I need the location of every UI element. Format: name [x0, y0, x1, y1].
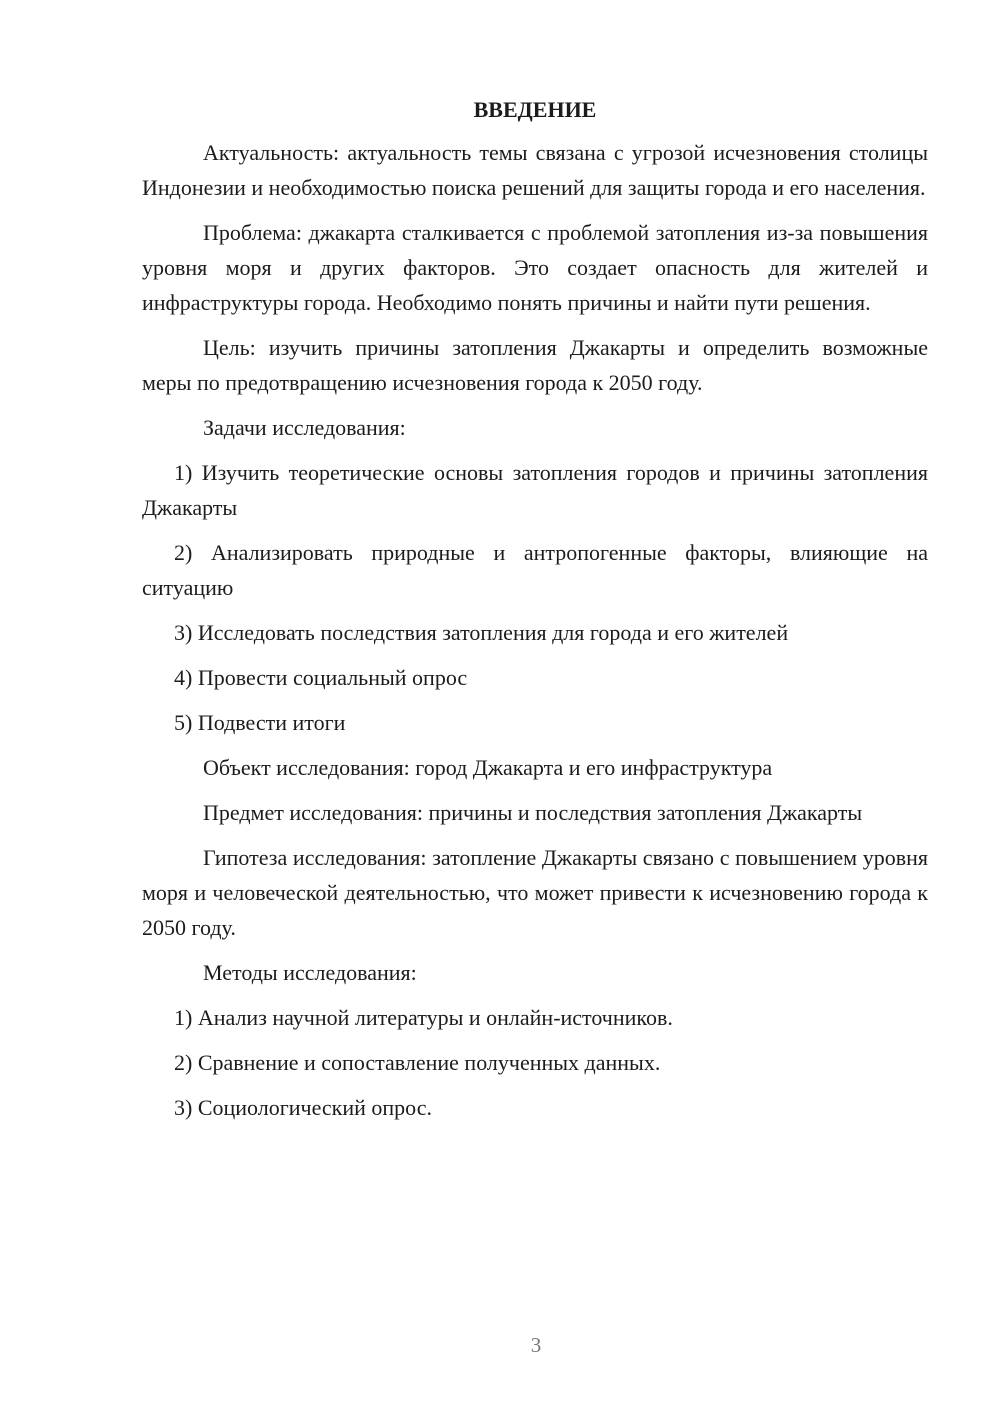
task-item: 3) Исследовать последствия затопления для города и его жителей	[174, 620, 789, 645]
section-title: ВВЕДЕНИЕ	[473, 97, 597, 122]
page-number: 3	[530, 1333, 542, 1357]
problem-paragraph: Проблема: джакарта сталкивается с проблемой затопления из-за повышения уровня моря и других факторов. Это создает опасность для жителей и инфраструктуры города. Необходимо понять причины и найти пути решения.	[142, 220, 928, 315]
goal-paragraph: Цель: изучить причины затопления Джакарты и определить возможные меры по предотвращению исчезновения города к 2050 году.	[142, 335, 928, 395]
task-item: 2) Анализировать природные и антропогенные факторы, влияющие на ситуацию	[142, 540, 928, 600]
method-item: 1) Анализ научной литературы и онлайн-источников.	[174, 1005, 673, 1030]
task-item: 4) Провести социальный опрос	[174, 665, 468, 690]
method-item: 2) Сравнение и сопоставление полученных данных.	[174, 1050, 661, 1075]
task-item: 5) Подвести итоги	[174, 710, 346, 735]
method-item: 3) Социологический опрос.	[174, 1095, 432, 1120]
hypothesis-paragraph: Гипотеза исследования: затопление Джакарты связано с повышением уровня моря и человеческой деятельностью, что может привести к исчезновению города к 2050 году.	[142, 845, 928, 940]
task-item: 1) Изучить теоретические основы затопления городов и причины затопления Джакарты	[142, 460, 928, 520]
subject-paragraph: Предмет исследования: причины и последствия затопления Джакарты	[203, 800, 863, 825]
methods-heading: Методы исследования:	[203, 960, 417, 985]
tasks-heading: Задачи исследования:	[203, 415, 406, 440]
object-paragraph: Объект исследования: город Джакарта и его инфраструктура	[203, 755, 773, 780]
document-page	[142, 92, 928, 1135]
relevance-paragraph: Актуальность: актуальность темы связана с угрозой исчезновения столицы Индонезии и необходимостью поиска решений для защиты города и его населения.	[142, 140, 928, 200]
